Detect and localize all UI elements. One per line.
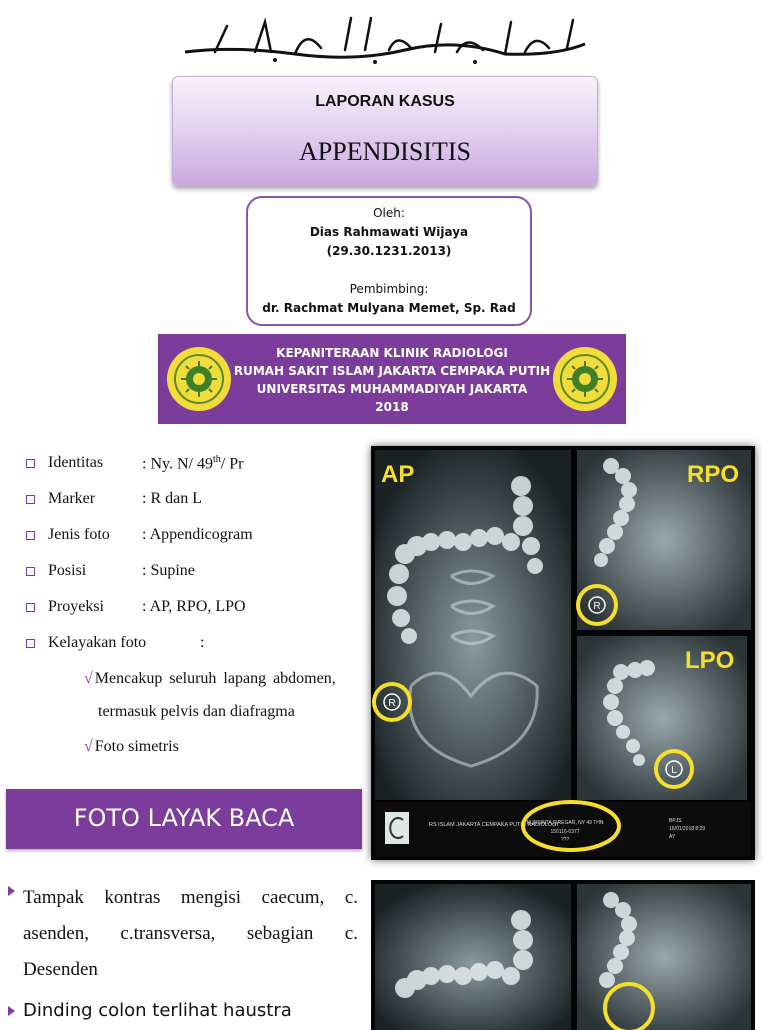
author-box [246,196,532,326]
label-lpo: LPO [685,647,735,674]
xray-footer-hospital: RS ISLAM JAKARTA CEMPAKA PUTIH RADIOLOGI [429,822,558,828]
institution-banner [158,334,626,424]
criteria-item-1: √ Mencakup seluruh lapang abdomen, [84,670,336,687]
banner-line-3: UNIVERSITAS MUHAMMADIYAH JAKARTA [256,382,528,396]
author-id: (29.30.1231.2013) [326,244,452,258]
xray-footer-patient: NURSINTA SIREGAR, NY 49 THN [526,820,604,826]
label-rpo: RPO [687,461,740,488]
banner-line-4: 2018 [375,400,409,414]
xray-appendicogram-panel [371,446,755,860]
basmala-calligraphy [175,8,595,68]
report-title: APPENDISITIS [299,137,471,166]
svg-text:R: R [593,601,601,612]
square-bullet-icon [26,495,35,504]
finding-2: Dinding colon terlihat haustra [8,1000,292,1021]
square-bullet-icon [26,567,35,576]
xray-appendicogram-panel-2 [371,880,755,1030]
author-name: Dias Rahmawati Wijaya [309,225,469,239]
svg-text:R: R [388,698,396,709]
label-ap: AP [381,461,415,488]
university-emblem-right [552,346,618,412]
triangle-bullet-icon [8,886,15,896]
banner-line-2: RUMAH SAKIT ISLAM JAKARTA CEMPAKA PUTIH [233,364,551,378]
check-icon: √ [84,738,93,755]
by-label: Oleh: [373,206,405,220]
square-bullet-icon [26,459,35,468]
square-bullet-icon [26,531,35,540]
square-bullet-icon [26,603,35,612]
foto-layak-baca-label: FOTO LAYAK BACA [73,804,295,832]
advisor-label: Pembimbing: [349,282,429,296]
xray-footer-right-1: BPJS [669,818,682,824]
foto-layak-baca-box [6,789,362,849]
banner-line-1: KEPANITERAAN KLINIK RADIOLOGI [276,346,508,360]
xray-footer-right-3: AY [669,834,676,840]
criteria-item-2: √ Foto simetris [84,738,179,755]
banner-text [222,344,562,416]
xray-footer-id: 150116-0377 [550,829,580,835]
triangle-bullet-icon [8,1006,15,1016]
xray-footer-extra: ??? [560,837,570,843]
square-bullet-icon [26,639,35,648]
svg-text:L: L [671,765,677,776]
report-type-label: LAPORAN KASUS [315,93,455,110]
title-box [172,76,598,186]
criteria-item-1-cont: termasuk pelvis dan diafragma [98,703,295,720]
check-icon: √ [84,670,93,687]
advisor-name: dr. Rachmat Mulyana Memet, Sp. Rad [262,301,516,315]
finding-1: Tampak kontras mengisi caecum, c. asenden, c.transversa, sebagian c. Desenden [8,880,358,988]
xray-footer-right-2: 16/01/2018 8:29 [669,826,706,832]
